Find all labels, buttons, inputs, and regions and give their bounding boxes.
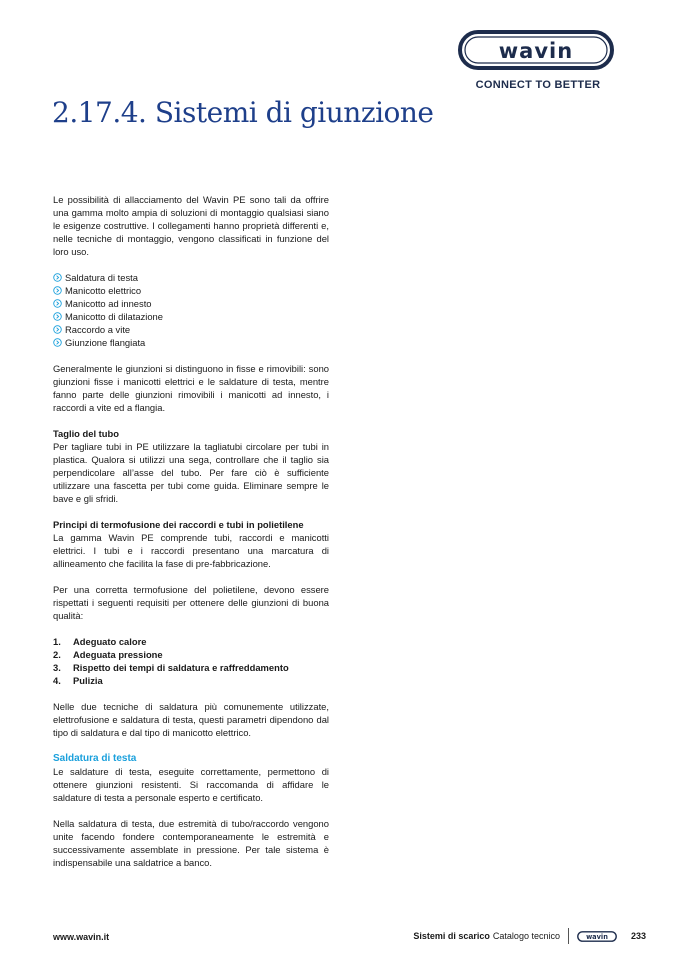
list-item [53,323,329,336]
cutting-paragraph: Per tagliare tubi in PE utilizzare la tagliatubi circolare per tubi in plastica. Qualora si utilizzi una sega, controllare che il taglio sia perpendicolare all’asse del tubo. Per fare ciò è sufficiente utilizzare una fascetta per tubi come guida. Eliminare sempre le bave e gli sfridi. [53,441,329,504]
requirements-intro: Per una corretta termofusione del polietilene, devono essere rispettati i seguenti requisiti per ottenere delle giunzioni di buona qualità: [53,584,329,621]
requirements-list [53,635,329,687]
list-item [53,336,329,349]
butt-welding-detail: Nella saldatura di testa, due estremità di tubo/raccordo vengono unite facendo fondere contemporaneamente le estremità e successivamente assemblate in pressione. Per tale sistema è indispensabile una saldatrice a banco. [53,818,329,868]
arrow-circle-icon [53,286,62,295]
list-item-label: Saldatura di testa [65,272,138,283]
list-item-label: Manicotto ad innesto [65,298,152,309]
butt-welding-heading: Saldatura di testa [53,753,137,764]
list-item-label: Giunzione flangiata [65,337,146,348]
footer-catalog [413,928,646,944]
arrow-circle-icon [53,299,62,308]
list-item-label: Raccordo a vite [65,324,131,335]
wavin-logo-small [577,931,617,942]
list-item [53,310,329,323]
list-item [53,271,329,284]
list-item [53,674,329,687]
arrow-circle-icon [53,273,62,282]
general-paragraph: Generalmente le giunzioni si distinguono in fisse e rimovibili: sono giunzioni fisse i manicotti elettrici e le saldature di testa, mentre fanno parte delle giunzioni rimovibili i manicotti ad innesto, i raccordi a vite ed a flangia. [53,363,329,413]
cutting-heading: Taglio del tubo [53,428,119,439]
butt-welding-paragraph: Le saldature di testa, eseguite correttamente, permettono di ottenere giunzioni resistenti. Si raccomanda di affidare le saldature di testa a personale esperto e certificato. [53,766,329,803]
list-item-label: Rispetto dei tempi di saldatura e raffreddamento [73,662,289,673]
list-item-label: Pulizia [73,675,103,686]
wavin-logo [458,30,614,70]
list-item-label: Manicotto di dilatazione [65,311,163,322]
list-item [53,284,329,297]
svg-text:wavin: wavin [586,932,608,941]
list-number: 4. [53,675,61,686]
catalog-subtitle: Catalogo tecnico [492,931,560,941]
list-item [53,635,329,648]
list-item-label: Manicotto elettrico [65,285,142,296]
svg-text:wavin: wavin [498,39,574,63]
arrow-circle-icon [53,338,62,347]
main-content [53,193,329,869]
footer-divider [568,928,569,944]
footer-url[interactable]: www.wavin.it [53,932,110,942]
list-item-label: Adeguato calore [73,636,147,647]
list-number: 1. [53,636,61,647]
list-number: 2. [53,649,61,660]
arrow-circle-icon [53,325,62,334]
brand-tagline: CONNECT TO BETTER [475,79,601,91]
list-item [53,661,329,674]
page-number: 233 [630,931,646,941]
page-title: 2.17.4. Sistemi di giunzione [52,96,434,129]
techniques-paragraph: Nelle due tecniche di saldatura più comunemente utilizzate, elettrofusione e saldatura di testa, questi parametri dipendono dal tipo di saldatura e dal tipo di manicotto elettrico. [53,701,329,738]
list-number: 3. [53,662,61,673]
intro-paragraph: Le possibilità di allacciamento del Wavin PE sono tali da offrire una gamma molto ampia di soluzioni di montaggio qualsiasi siano le esigenze costruttive. I collegamenti hanno proprietà differenti e, nelle tecniche di montaggio, vengono classificati in funzione del loro uso. [53,194,329,257]
joint-types-list [53,271,329,349]
principles-heading: Principi di termofusione dei raccordi e tubi in polietilene [53,519,304,530]
list-item-label: Adeguata pressione [73,649,163,660]
catalog-title: Sistemi di scarico [413,931,490,941]
principles-paragraph: La gamma Wavin PE comprende tubi, raccordi e manicotti elettrici. I tubi e i raccordi presentano una marcatura di allineamento che facilita la fase di pre-fabbricazione. [53,532,329,569]
arrow-circle-icon [53,312,62,321]
list-item [53,297,329,310]
list-item [53,648,329,661]
